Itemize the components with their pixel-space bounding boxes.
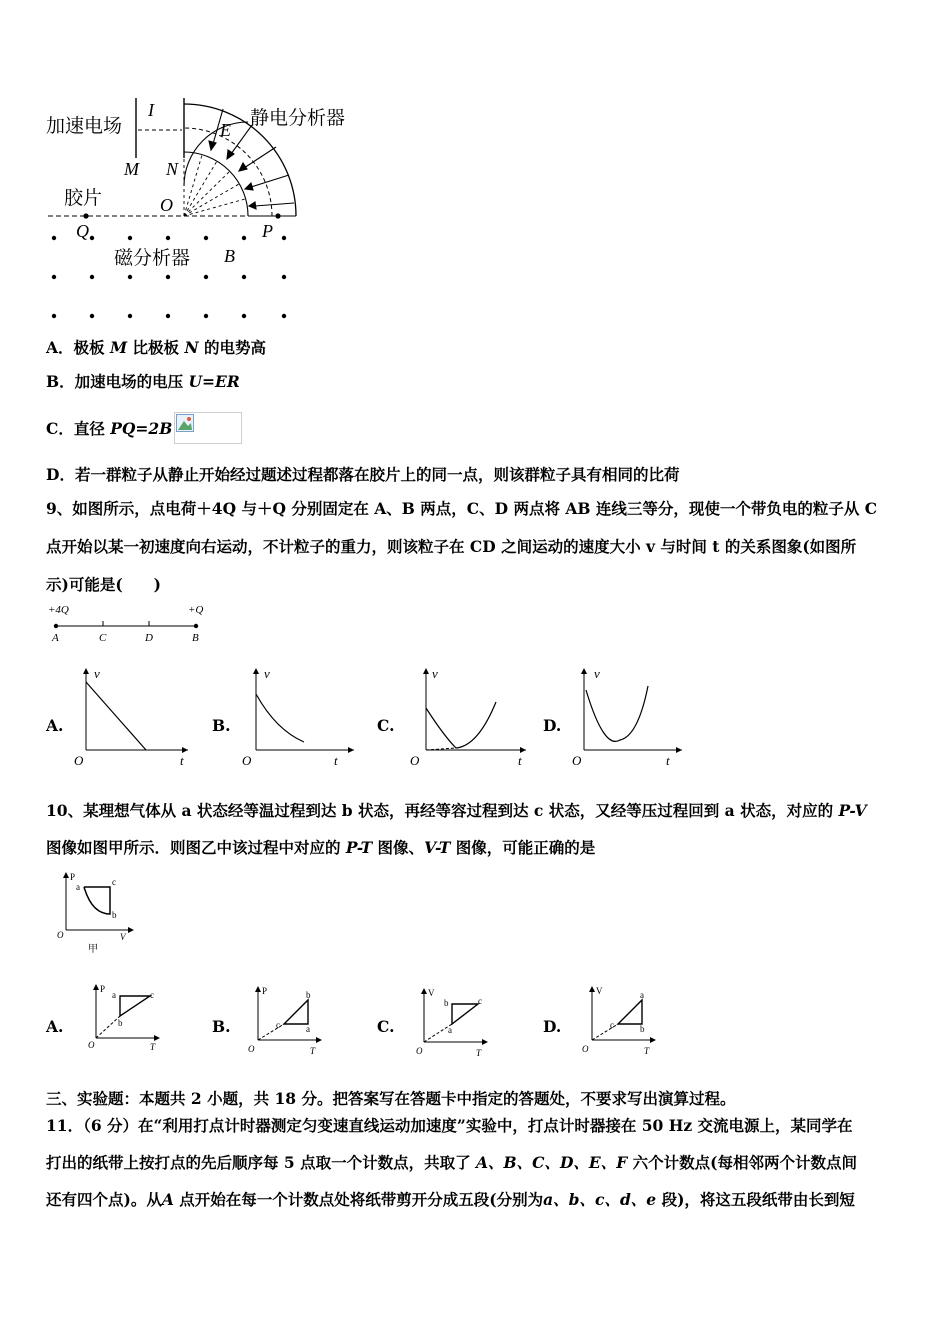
svg-text:O: O — [572, 753, 582, 768]
svg-text:C: C — [99, 632, 107, 644]
svg-text:b: b — [118, 1018, 123, 1028]
svg-text:O: O — [416, 1046, 423, 1056]
svg-text:P: P — [100, 984, 106, 994]
svg-text:v: v — [432, 666, 438, 681]
svg-text:b: b — [112, 910, 117, 920]
svg-text:t: t — [334, 753, 338, 768]
q10-graph-b — [246, 984, 326, 1056]
q9-option-d-label: D. — [543, 716, 562, 735]
svg-text:+Q: +Q — [188, 604, 204, 616]
q9-graph-d — [568, 664, 688, 768]
svg-text:E: E — [220, 120, 231, 140]
svg-text:V: V — [120, 932, 126, 942]
svg-text:b: b — [306, 990, 311, 1000]
svg-text:c: c — [610, 1020, 614, 1030]
svg-text:O: O — [242, 753, 252, 768]
svg-text:O: O — [88, 1040, 95, 1050]
svg-text:t: t — [518, 753, 522, 768]
svg-text:a: a — [448, 1025, 452, 1035]
q11-line-1: 11．（6 分）在“利用打点计时器测定匀变速直线运动加速度”实验中，打点计时器接在 50 Hz 交流电源上，某同学在 — [46, 1116, 853, 1135]
label-mag-analyzer: 磁分析器 — [114, 247, 191, 269]
svg-text:a: a — [640, 990, 644, 1000]
q10-option-d-label: D. — [543, 1017, 562, 1036]
svg-text:Q: Q — [76, 221, 89, 241]
q11-line-3: 还有四个点)。从A 点开始在每一个计数点处将纸带剪开分成五段(分别为a、b、c、d、e 段)，将这五段纸带由长到短 — [46, 1190, 855, 1209]
svg-text:+4Q: +4Q — [48, 604, 69, 616]
svg-text:v: v — [94, 666, 100, 681]
label-analyzer: 静电分析器 — [250, 107, 346, 129]
q11-line-2: 打出的纸带上按打点的先后顺序每 5 点取一个计数点，共取了 A、B、C、D、E、F 六个计数点(每相邻两个计数点间 — [46, 1153, 857, 1172]
svg-text:t: t — [666, 753, 670, 768]
svg-text:v: v — [264, 666, 270, 681]
q10-pv-diagram — [54, 870, 144, 956]
svg-text:T: T — [310, 1046, 316, 1056]
svg-text:b: b — [444, 998, 449, 1008]
svg-text:a: a — [76, 882, 80, 892]
svg-text:N: N — [166, 159, 179, 179]
q9-line-3: 示)可能是( ) — [46, 575, 162, 594]
svg-text:t: t — [180, 753, 184, 768]
q9-line-2: 点开始以某一初速度向右运动，不计粒子的重力，则该粒子在 CD 之间运动的速度大小 v 与时间 t 的关系图象(如图所 — [46, 537, 857, 556]
broken-image-icon — [174, 412, 242, 444]
fig-caption-jia: 甲 — [88, 944, 98, 955]
svg-text:M: M — [124, 159, 139, 179]
svg-text:B: B — [224, 246, 235, 266]
svg-text:c: c — [478, 996, 482, 1006]
svg-text:v: v — [594, 666, 600, 681]
q9-option-a-label: A. — [46, 716, 64, 735]
svg-text:P: P — [262, 221, 273, 241]
svg-text:V: V — [428, 988, 435, 998]
mass-spectrometer-diagram — [40, 92, 370, 332]
svg-text:O: O — [410, 753, 420, 768]
svg-text:a: a — [306, 1024, 310, 1034]
svg-text:T: T — [150, 1042, 156, 1052]
q8-option-b: B．加速电场的电压 U=ER — [46, 372, 240, 391]
svg-text:b: b — [640, 1024, 645, 1034]
svg-text:T: T — [644, 1046, 650, 1056]
svg-text:P: P — [70, 872, 76, 882]
q9-option-b-label: B. — [212, 716, 231, 735]
svg-text:V: V — [596, 986, 603, 996]
svg-text:a: a — [112, 990, 116, 1000]
svg-text:O: O — [57, 930, 64, 940]
svg-text:O: O — [160, 195, 173, 215]
q9-line-1: 9、如图所示，点电荷＋4Q 与＋Q 分别固定在 A、B 两点，C、D 两点将 AB 连线三等分，现使一个带负电的粒子从 C — [46, 499, 878, 518]
svg-text:c: c — [150, 990, 154, 1000]
q8-option-c: C．直径 PQ=2B — [46, 412, 242, 444]
q9-graph-b — [236, 664, 360, 768]
q9-graph-c — [400, 664, 530, 768]
svg-text:B: B — [192, 632, 199, 644]
svg-text:O: O — [582, 1044, 589, 1054]
q10-graph-a — [86, 982, 166, 1052]
q10-graph-c — [414, 986, 494, 1058]
q10-graph-d — [580, 984, 660, 1056]
label-film: 胶片 — [64, 187, 103, 209]
svg-text:A: A — [52, 632, 59, 644]
label-accel-field: 加速电场 — [46, 115, 123, 137]
q9-option-c-label: C. — [377, 716, 395, 735]
q10-line-1: 10、某理想气体从 a 状态经等温过程到达 b 状态，再经等容过程到达 c 状态，又经等压过程回到 a 状态，对应的 P-V — [46, 801, 867, 820]
q9-charge-line — [44, 600, 214, 646]
q9-graph-a — [70, 664, 194, 768]
svg-text:D: D — [145, 632, 153, 644]
svg-text:c: c — [112, 877, 116, 887]
q10-option-c-label: C. — [377, 1017, 395, 1036]
svg-text:O: O — [74, 753, 84, 768]
svg-text:P: P — [262, 986, 268, 996]
q10-line-2: 图像如图甲所示．则图乙中该过程中对应的 P-T 图像、V-T 图像，可能正确的是 — [46, 838, 596, 857]
svg-text:c: c — [276, 1020, 280, 1030]
svg-text:I: I — [148, 100, 154, 120]
q10-option-b-label: B. — [212, 1017, 231, 1036]
svg-text:O: O — [248, 1044, 255, 1054]
svg-text:T: T — [476, 1048, 482, 1058]
q8-option-d: D．若一群粒子从静止开始经过题述过程都落在胶片上的同一点，则该群粒子具有相同的比荷 — [46, 465, 680, 484]
section3-heading: 三、实验题：本题共 2 小题，共 18 分。把答案写在答题卡中指定的答题处，不要求写出演算过程。 — [46, 1089, 736, 1108]
q8-option-a: A．极板 M 比极板 N 的电势高 — [46, 338, 267, 357]
q10-option-a-label: A. — [46, 1017, 64, 1036]
